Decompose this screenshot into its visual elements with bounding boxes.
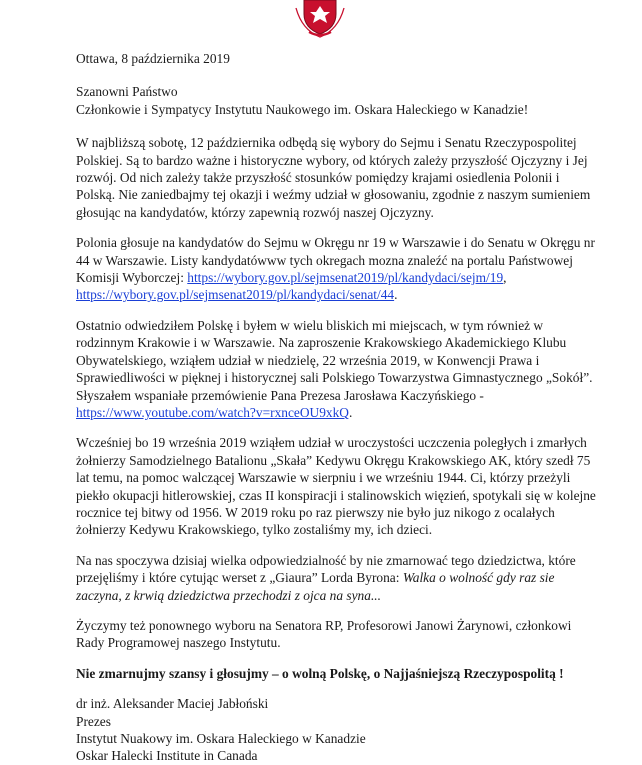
salutation-line-2: Członkowie i Sympatycy Instytutu Naukowego im. Oskara Haleckiego w Kanadzie! <box>76 101 529 117</box>
signature-role: Prezes <box>76 713 111 729</box>
paragraph-elections: W najbliższą sobotę, 12 października odbędą się wybory do Sejmu i Senatu Rzeczypospolitej Polskiej. Są to bardzo ważne i historyczne wybory, od których zależy przyszłość Ojczyzny i Jej rozwój. Od nich zależy także przyszłość stosunków pomiędzy krajami osiedlenia Polonii i Polską. Nie zaniedbajmy tej okazji i weźmy udział w głosowaniu, zgodnie z naszym sumieniem głosując na kandydatów, którzy zapewnią rozwój naszej Ojczyzny. <box>76 135 591 220</box>
paragraph-senator: Życzymy też ponownego wyboru na Senatora RP, Profesorowi Janowi Żarynowi, członkowi Rady Programowej naszego Instytutu. <box>76 617 572 651</box>
salutation <box>76 83 596 118</box>
paragraph-candidates-text: Polonia głosuje na kandydatów do Sejmu w Okręgu nr 19 w Warszawie i do Senatu w Okręgu nr 44 w Warszawie. Listy kandydatówww tych okregach mozna znaleźć na portalu Państwowej Komisji Wyborczej: <box>76 235 595 286</box>
paragraph-legacy-text: Na nas spoczywa dzisiaj wielka odpowiedzialność by nie zmarnować tego dziedzictwa, które przejęliśmy i które cytując werset z „Giaura” Lorda Byrona: <box>76 552 576 586</box>
signature-org-pl: Instytut Nuakowy im. Oskara Haleckiego w Kanadzie <box>76 731 366 746</box>
signature-org-en: Oskar Halecki Institute in Canada <box>76 748 258 764</box>
signature-block <box>76 695 596 765</box>
paragraph-legacy <box>76 552 596 604</box>
byron-quote: Walka o wolność gdy raz sie zaczyna, z krwią dziedzictwa przechodzi z ojca na syna... <box>76 570 555 603</box>
paragraph-end: . <box>348 404 353 420</box>
paragraph-ceremony: Wcześniej bo 19 września 2019 wziąłem udział w uroczystości uczczenia poległych i zmarłych żołnierzy Samodzielnego Batalionu „Skała” Kedywu Okręgu Krakowskiego AK, który szedł 75 lat temu, na pomoc walczącej Warszawie w sierpniu i we wrześniu 1944. Ci, którzy przeżyli piekło okupacji hitlerowskiej, czas II konspiracji i stalinowskich więzień, spotykali się w kolejne rocznice tej bitwy od 1956. W 2019 roku po raz pierwszy nie było juz nikogo z ocalałych żołnierzy Kedywu Krakowskiego, tylko zostaliśmy my, ich dzieci. <box>76 435 596 538</box>
paragraph-end: . <box>394 287 398 303</box>
link-youtube-speech[interactable]: https://www.youtube.com/watch?v=rxnceOU9xkQ <box>76 404 349 420</box>
institute-crest-logo <box>290 0 350 38</box>
link-senate-candidates[interactable]: https://wybory.gov.pl/sejmsenat2019/pl/kandydaci/senat/44 <box>76 287 395 303</box>
letter-date: Ottawa, 8 października 2019 <box>76 51 230 66</box>
link-sejm-candidates[interactable]: https://wybory.gov.pl/sejmsenat2019/pl/kandydaci/sejm/19 <box>187 270 504 286</box>
closing-appeal: Nie zmarnujmy szansy i głosujmy – o wolną Polskę, o Najjaśniejszą Rzeczypospolitą ! <box>76 665 564 681</box>
link-separator: , <box>503 270 507 286</box>
paragraph-visit-text: Ostatnio odwiedziłem Polskę i byłem w wielu bliskich mi miejscach, w tym również w rodzinnym Krakowie i w Warszawie. Na zaproszenie Krakowskiego Akademickiego Klubu Obywatelskiego, wziąłem udział w niedzielę, 22 września 2019, w Konwencji Prawa i Sprawiedliwości w pięknej i historycznej sali Polskiego Towarzystwa Gimnastycznego „Sokół”. Słyszałem wspaniałe przemówienie Pana Prezesa Jarosława Kaczyńskiego - <box>76 317 593 403</box>
signature-name: dr inż. Aleksander Maciej Jabłoński <box>76 696 269 712</box>
letter-body <box>76 50 596 765</box>
salutation-line-1: Szanowni Państwo <box>76 84 178 100</box>
paragraph-candidates <box>76 234 596 304</box>
paragraph-visit <box>76 317 596 421</box>
